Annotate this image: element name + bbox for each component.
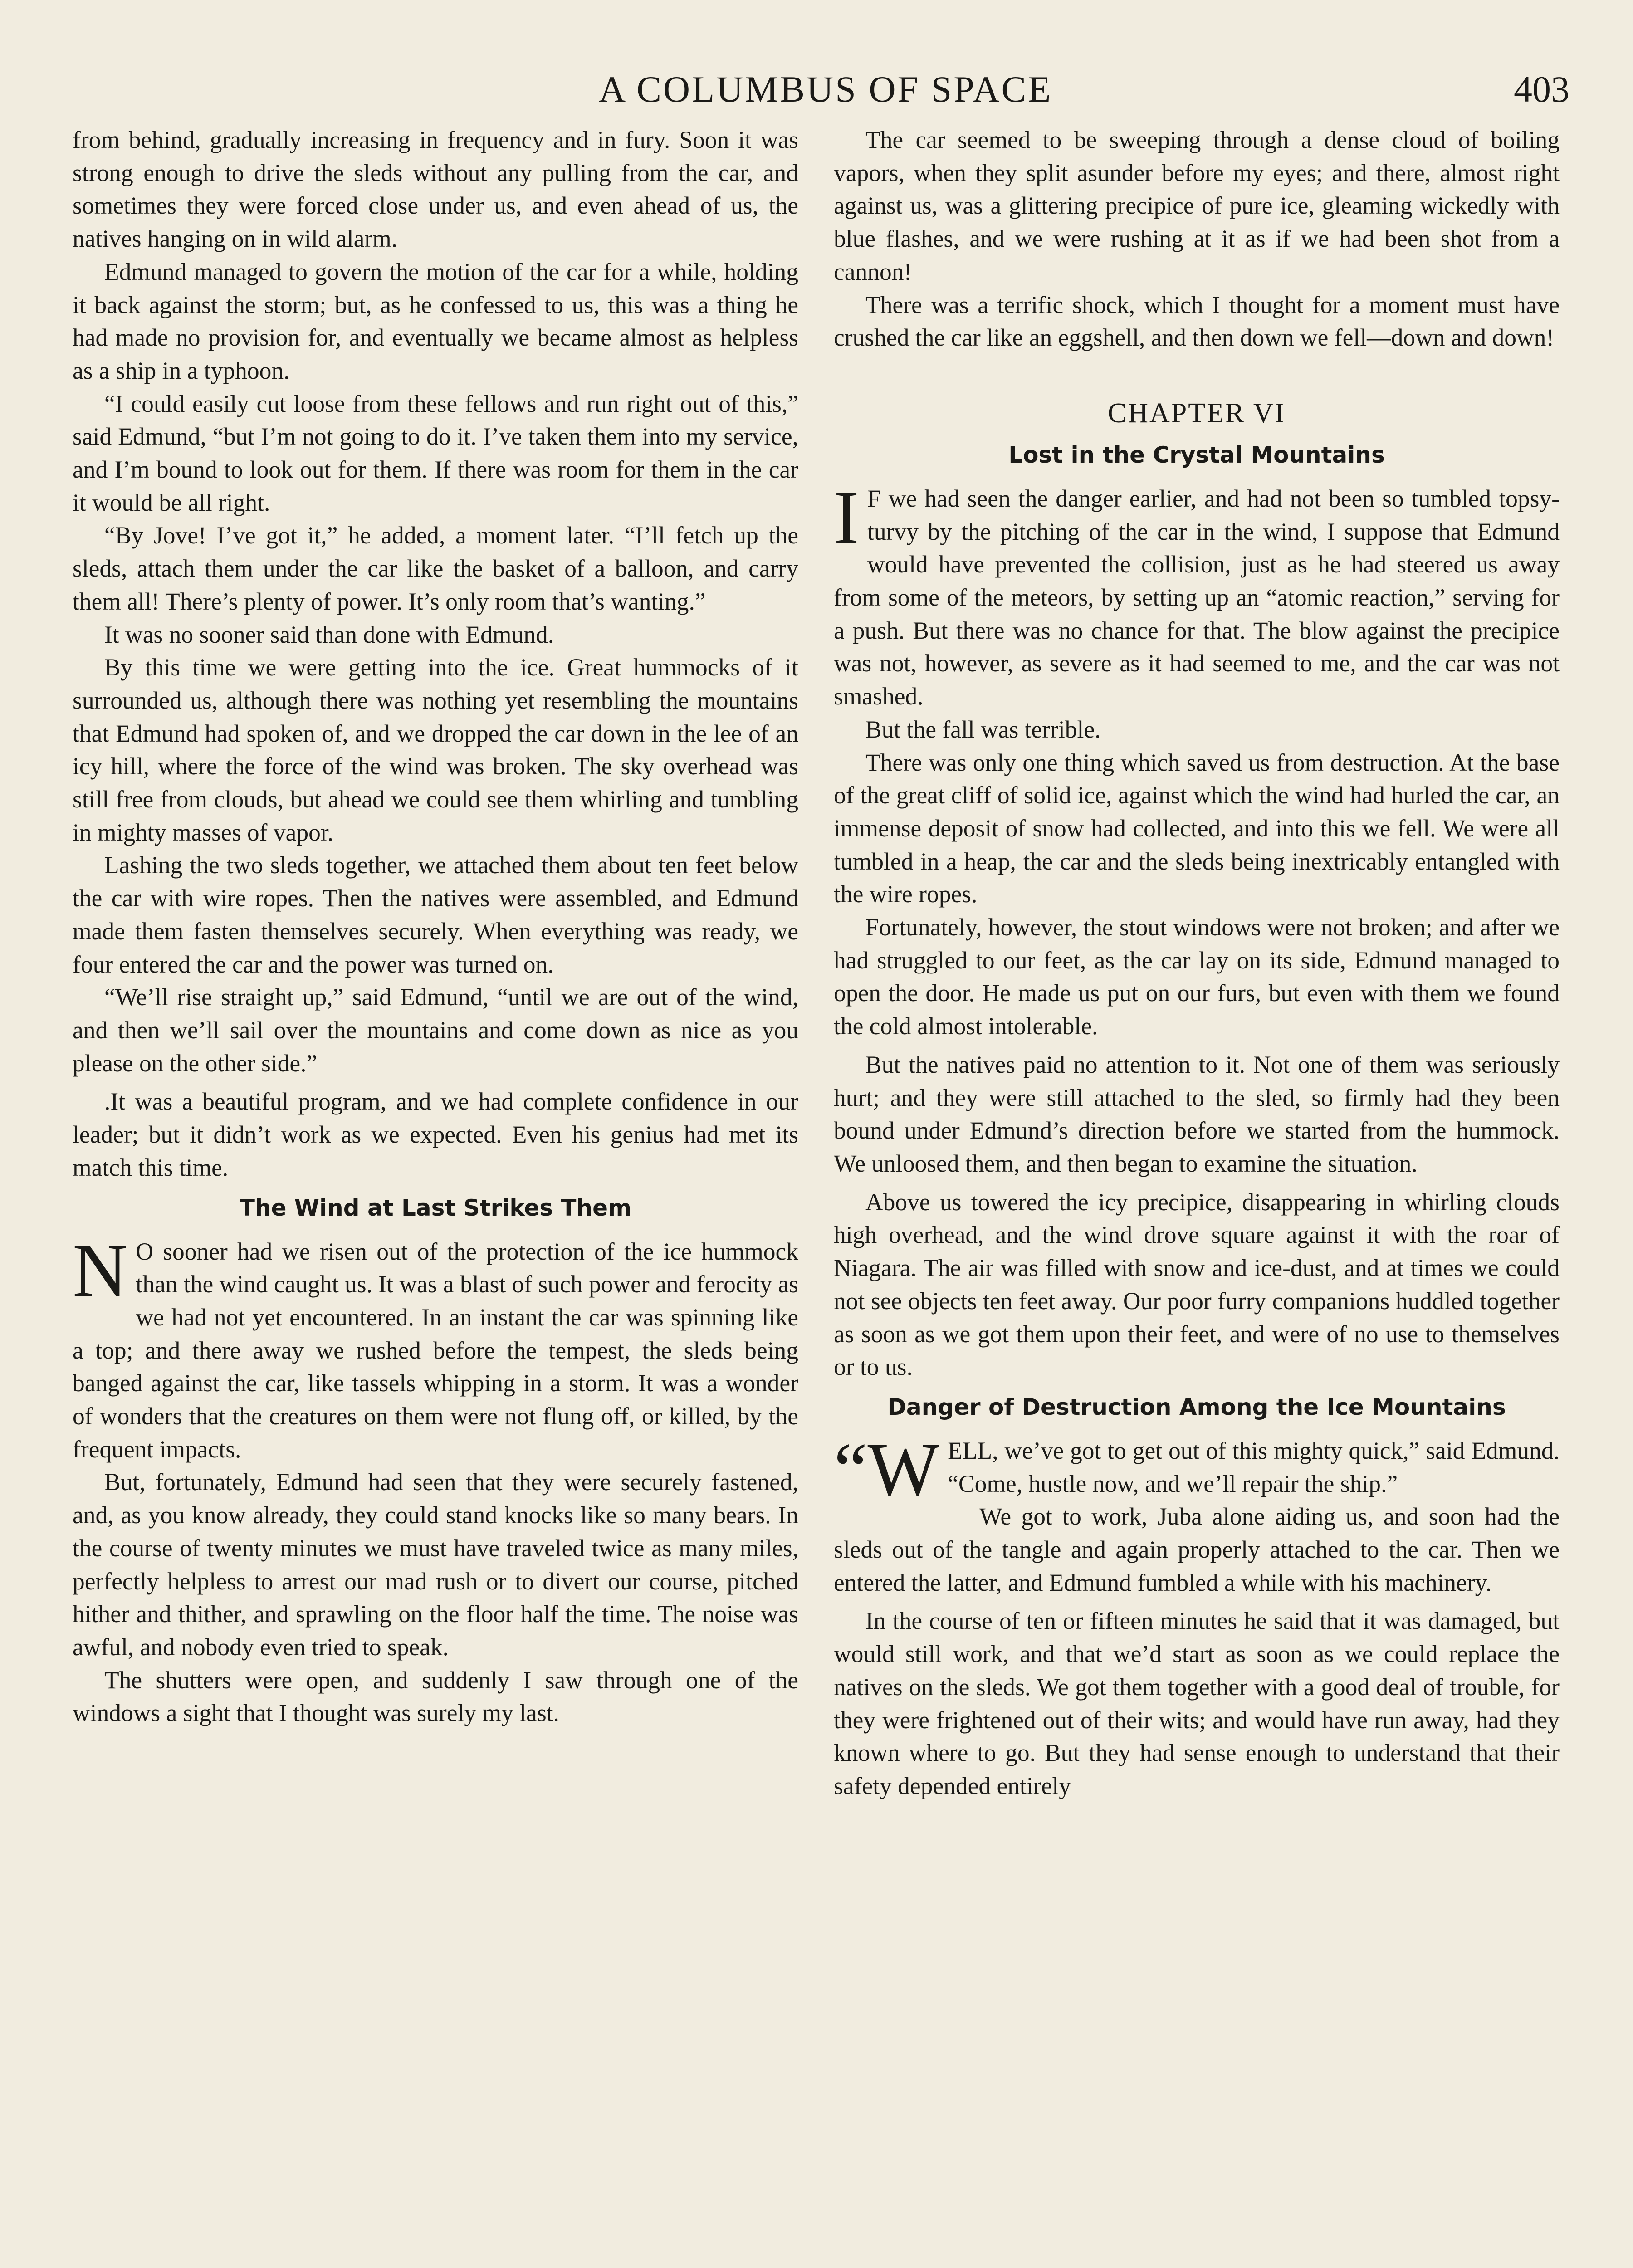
running-title: A COLUMBUS OF SPACE — [599, 68, 1053, 110]
drop-cap: I — [834, 475, 859, 560]
paragraph: But, fortunately, Edmund had seen that they were securely fastened, and, as you know already, they could stand knocks like so many bears. In the course of twenty minutes we must have traveled twice as many miles, perfectly helpless to arrest our mad rush or to divert our course, pitched hither and thither, and sprawling on the floor half the time. The noise was awful, and nobody even tried to speak. — [73, 1468, 798, 1661]
paragraph: But the fall was terrible. — [865, 715, 1101, 743]
section-subheading: Danger of Destruction Among the Ice Mountains — [887, 1393, 1506, 1420]
paragraph: Edmund managed to govern the motion of the car for a while, holding it back against the storm; but, as he confessed to us, this was a thing he had made no provision for, and eventually we became almost as helpless as a ship in a typhoon. — [73, 258, 798, 384]
paragraph: from behind, gradually increasing in frequency and in fury. Soon it was strong enough to drive the sleds without any pulling from the car, and sometimes they were forced close under us, and even ahead of us, the natives hanging on in wild alarm. — [73, 126, 798, 253]
paragraph-with-dropcap — [834, 1427, 1560, 1512]
paragraph-text: F we had seen the danger earlier, and had not been so tumbled topsy-turvy by the pitching of the car in the wind, I suppose that Edmund would have prevented the collision, just as he had steered us away from some of the meteors, by setting up an “atomic reaction,” serving for a push. But there was no chance for that. The blow against the precipice was not, however, as severe as it had seemed to me, and the car was not smashed. — [834, 484, 1560, 710]
paragraph: There was a terrific shock, which I thought for a moment must have crushed the car like an eggshell, and then down we fell—down and down! — [834, 291, 1560, 352]
paragraph: There was only one thing which saved us from destruction. At the base of the great cliff of solid ice, against which the wind had hurled the car, an immense deposit of snow had collected, and into this we fell. We were all tumbled in a heap, the car and the sleds being inextricably entangled with the wire ropes. — [834, 748, 1560, 908]
paragraph: Above us towered the icy precipice, disappearing in whirling clouds high overhead, and the wind drove square against it with the roar of Niagara. The air was filled with snow and ice-dust, and at times we could not see objects ten feet away. Our poor furry companions huddled together as soon as we got them upon their feet, and were of no use to themselves or to us. — [834, 1188, 1560, 1381]
right-column — [834, 123, 1560, 1803]
paragraph: Lashing the two sleds together, we attached them about ten feet below the car with wire ropes. Then the natives were assembled, and Edmund made them fasten themselves securely. When everything was ready, we four entered the car and the power was turned on. — [73, 851, 798, 978]
running-header — [68, 68, 1569, 118]
paragraph: “By Jove! I’ve got it,” he added, a moment later. “I’ll fetch up the sleds, attach them under the car like the basket of a balloon, and carry them all! There’s plenty of power. It’s only room that’s wanting.” — [73, 522, 798, 615]
chapter-subtitle: Lost in the Crystal Mountains — [1008, 441, 1385, 468]
paragraph: “I could easily cut loose from these fellows and run right out of this,” said Edmund, “but I’m not going to do it. I’ve taken them into my service, and I’m bound to look out for them. If there was room for them in the car it would be all right. — [73, 390, 798, 516]
page-number: 403 — [1514, 68, 1569, 110]
drop-cap: N — [73, 1228, 128, 1313]
drop-cap: “W — [834, 1427, 940, 1512]
left-column — [73, 123, 798, 1730]
section-subheading: The Wind at Last Strikes Them — [239, 1194, 632, 1221]
paragraph: Fortunately, however, the stout windows were not broken; and after we had struggled to our feet, as the car lay on its side, Edmund managed to open the door. He made us put on our furs, but even with them we found the cold almost intolerable. — [834, 914, 1560, 1040]
paragraph: By this time we were getting into the ice. Great hummocks of it surrounded us, although there was nothing yet resembling the mountains that Edmund had spoken of, and we dropped the car down in the lee of an icy hill, where the force of the wind was broken. The sky overhead was still free from clouds, but ahead we could see them whirling and tumbling in mighty masses of vapor. — [73, 654, 798, 846]
paragraph: The shutters were open, and suddenly I saw through one of the windows a sight that I thought was surely my last. — [73, 1666, 798, 1727]
paragraph: We got to work, Juba alone aiding us, and soon had the sleds out of the tangle and again properly attached to the car. Then we entered the latter, and Edmund fumbled a while with his machinery. — [834, 1503, 1560, 1596]
paragraph: But the natives paid no attention to it. Not one of them was seriously hurt; and they were still attached to the sled, so firmly had they been bound under Edmund’s direction before we started from the hummock. We unloosed them, and then began to examine the situation. — [834, 1051, 1560, 1177]
chapter-heading: CHAPTER VI — [1107, 397, 1286, 429]
paragraph: In the course of ten or fifteen minutes he said that it was damaged, but would still work, and that we’d start as soon as we could replace the natives on the sleds. We got them together with a good deal of trouble, for they were frightened out of their wits; and would have run away, had they known where to go. But they had sense enough to understand that their safety depended entirely — [834, 1607, 1560, 1799]
paragraph: It was no sooner said than done with Edmund. — [104, 621, 554, 648]
paragraph-text: ELL, we’ve got to get out of this mighty quick,” said Edmund. “Come, hustle now, and we’ll repair the ship.” — [948, 1437, 1560, 1497]
paragraph: The car seemed to be sweeping through a dense cloud of boiling vapors, when they split asunder before my eyes; and there, almost right against us, was a glittering precipice of pure ice, gleaming wickedly with blue flashes, and we were rushing at it as if we had been shot from a cannon! — [834, 126, 1560, 285]
paragraph: .It was a beautiful program, and we had complete confidence in our leader; but it didn’t work as we expected. Even his genius had met its match this time. — [73, 1088, 798, 1181]
paragraph: “We’ll rise straight up,” said Edmund, “until we are out of the wind, and then we’ll sail over the mountains and come down as nice as you please on the other side.” — [73, 983, 798, 1077]
paragraph-with-dropcap — [73, 1228, 798, 1466]
paragraph-with-dropcap — [834, 475, 1560, 713]
paragraph-text: O sooner had we risen out of the protection of the ice hummock than the wind caught us. It was a blast of such power and ferocity as we had not yet encountered. In an instant the car was spinning like a top; and there away we rushed before the tempest, the sleds being banged against the car, like tassels whipping in a storm. It was a wonder of wonders that the creatures on them were not flung off, or killed, by the frequent impacts. — [73, 1237, 798, 1463]
